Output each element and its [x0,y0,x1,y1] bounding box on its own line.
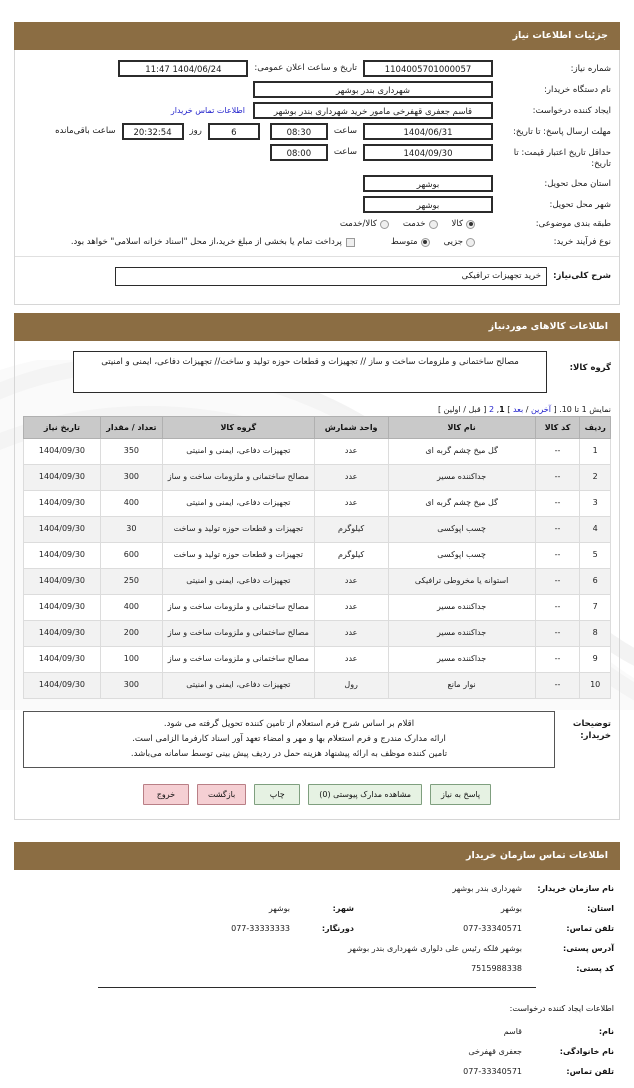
validity-time-label: ساعت [333,147,357,157]
row-creator-last-name [14,1047,620,1056]
row-creator-first-name [14,1027,620,1036]
buyer-notes-box [23,711,555,768]
remaining-days-unit: روز [189,126,202,136]
cell-need-date: 1404/09/30 [24,490,101,516]
cell-need-date: 1404/09/30 [24,542,101,568]
cell-group: تجهیزات و قطعات حوزه تولید و ساخت [162,516,314,542]
deadline-time-value: 08:30 [270,123,328,140]
col-header-need-date: تاریخ نیاز [24,416,101,438]
col-header-quantity: تعداد / مقدار [100,416,162,438]
cell-unit: کیلوگرم [314,542,388,568]
pagination-next-link[interactable]: بعد [512,404,524,414]
pagination-bracket: ] [507,404,511,414]
contact-info-panel [14,870,620,1088]
cell-unit: عدد [314,594,388,620]
cell-group: تجهیزات دفاعی، ایمنی و امنیتی [162,438,314,464]
creator-first-name-label: نام: [598,1026,614,1036]
cell-row-no: 7 [580,594,611,620]
cell-row-no: 5 [580,542,611,568]
cell-quantity: 250 [100,568,162,594]
cell-code: -- [535,594,580,620]
creator-section-title: اطلاعات ایجاد کننده درخواست: [509,1003,614,1013]
goods-table-header-row [24,416,611,438]
pagination-prev-link[interactable]: قبل [468,404,481,414]
pagination-sep: / [463,404,466,414]
cell-quantity: 30 [100,516,162,542]
row-buyer-org [15,81,619,98]
cell-code: -- [535,672,580,698]
cell-group: مصالح ساختمانی و ملزومات ساخت و ساز [162,594,314,620]
classification-option-label: خدمت [402,219,426,230]
cell-row-no: 6 [580,568,611,594]
row-contact-postcode [14,964,620,973]
row-classification [15,217,619,232]
cell-need-date: 1404/09/30 [24,438,101,464]
cell-unit: رول [314,672,388,698]
cell-name: جداکننده مسیر [388,646,535,672]
contact-province-value: بوشهر [500,903,522,913]
countdown-label: ساعت باقی‌مانده [55,126,116,136]
table-row [24,620,611,646]
goods-section-title: اطلاعات کالاهای موردنیاز [488,320,608,332]
goods-table [23,416,611,699]
cell-quantity: 600 [100,542,162,568]
cell-unit: عدد [314,620,388,646]
contact-section-title: اطلاعات تماس سازمان خریدار [465,849,608,861]
table-row [24,568,611,594]
cell-group: تجهیزات و قطعات حوزه تولید و ساخت [162,542,314,568]
table-row [24,646,611,672]
table-row [24,490,611,516]
treasury-bond-label: پرداخت تمام یا بخشی از مبلغ خرید،از محل "اسناد خزانه اسلامی" خواهد بود. [70,237,342,248]
need-details-form [15,50,619,304]
cell-code: -- [535,542,580,568]
city-label: شهر محل تحویل: [549,199,611,210]
goods-panel [14,341,620,820]
classification-option-label: کالا/خدمت [339,219,377,230]
process-option-jozei[interactable] [444,237,475,247]
goods-table-head [24,416,611,438]
validity-label: حداقل تاریخ اعتبار قیمت: تا تاریخ: [513,148,611,170]
section-header-goods [14,313,620,341]
cell-unit: عدد [314,464,388,490]
cell-group: تجهیزات دفاعی، ایمنی و امنیتی [162,568,314,594]
row-creator-phone [14,1067,620,1076]
contact-address-value: بوشهر فلکه رئیس علی دلواری شهرداری بندر بوشهر [348,943,522,953]
need-number-value: 1104005701000057 [363,60,493,77]
cell-need-date: 1404/09/30 [24,672,101,698]
cell-quantity: 200 [100,620,162,646]
goods-table-body [24,438,611,698]
remaining-days-value: 6 [208,123,260,140]
cell-unit: عدد [314,490,388,516]
row-delivery-city [15,196,619,213]
contact-fax-value: 077-33333333 [231,923,290,933]
deadline-time-label: ساعت [333,126,357,136]
col-header-code: کد کالا [535,416,580,438]
row-deadline [15,123,619,140]
cell-need-date: 1404/09/30 [24,594,101,620]
cell-need-date: 1404/09/30 [24,464,101,490]
row-need-summary [15,257,619,298]
table-row [24,594,611,620]
page-title: جزئیات اطلاعات نیاز [512,30,608,41]
contact-org-value: شهرداری بندر بوشهر [452,883,522,893]
contact-postcode-value: 7515988338 [471,963,522,973]
row-need-number [15,60,619,77]
cell-quantity: 350 [100,438,162,464]
radio-icon[interactable] [466,238,475,247]
creator-last-name-value: جعفری قهفرخی [468,1046,522,1056]
radio-icon[interactable] [380,220,389,229]
radio-icon[interactable] [466,220,475,229]
view-attachments-button[interactable]: مشاهده مدارک پیوستی (0) [308,784,422,805]
table-row [24,464,611,490]
cell-name: گل میخ چشم گربه ای [388,490,535,516]
province-label: استان محل تحویل: [544,178,611,189]
cell-code: -- [535,646,580,672]
creator-first-name-value: قاسم [503,1026,522,1036]
buyer-notes-label: توضیحات خریدار: [572,718,611,741]
row-goods-group [15,341,619,401]
pagination-sep: / [525,404,529,414]
col-header-group: گروه کالا [162,416,314,438]
pagination-page-1[interactable]: 1 [499,404,505,414]
cell-unit: عدد [314,438,388,464]
exit-button[interactable]: خروج [143,784,189,805]
contact-address-label: آدرس پستی: [563,943,614,953]
row-delivery-province [15,175,619,192]
pagination-comma: , [496,404,500,414]
creator-phone-value: 077-33340571 [463,1066,522,1076]
buyer-org-label: نام دستگاه خریدار: [544,85,611,95]
validity-time-value: 08:00 [270,144,328,161]
pagination-first-link[interactable]: اولین [443,404,461,414]
classification-option-kala-khedmat[interactable] [340,219,389,229]
summary-value: خرید تجهیزات ترافیکی [115,267,547,286]
deadline-date-value: 1404/06/31 [363,123,493,140]
contact-province-label: استان: [587,903,614,913]
radio-icon[interactable] [421,238,430,247]
row-price-validity [15,144,619,171]
table-row [24,672,611,698]
cell-unit: کیلوگرم [314,516,388,542]
pagination-bracket: ] [437,404,442,414]
cell-name: جداکننده مسیر [388,464,535,490]
cell-need-date: 1404/09/30 [24,568,101,594]
creator-last-name-label: نام خانوادگی: [559,1046,614,1056]
contact-org-label: نام سازمان خریدار: [537,883,614,893]
cell-code: -- [535,516,580,542]
contact-postcode-label: کد پستی: [576,963,614,973]
cell-row-no: 3 [580,490,611,516]
cell-code: -- [535,568,580,594]
cell-code: -- [535,438,580,464]
classification-option-kala[interactable] [452,219,475,229]
process-label: نوع فرآیند خرید: [553,236,611,247]
goods-group-value: مصالح ساختمانی و ملزومات ساخت و ساز // تجهیزات و قطعات حوزه تولید و ساخت// تجهیزات دفاعی، ایمنی و امنیتی [73,351,547,393]
contact-city-label: شهر: [332,903,354,913]
classification-option-label: کالا [451,219,463,230]
cell-row-no: 9 [580,646,611,672]
contact-divider [98,987,536,988]
need-details-panel [14,50,620,305]
table-row [24,542,611,568]
cell-row-no: 4 [580,516,611,542]
row-contact-province-city [14,904,620,913]
cell-need-date: 1404/09/30 [24,620,101,646]
cell-row-no: 10 [580,672,611,698]
col-header-row: ردیف [580,416,611,438]
print-button[interactable]: چاپ [254,784,300,805]
cell-name: گل میخ چشم گربه ای [388,438,535,464]
pagination-last-link[interactable]: آخرین [531,404,551,414]
buyer-notes-line-2: ارائه مدارک مندرج و فرم استعلام بها و مهر و امضاء تعهد آور اسناد کارفرما الزامی است. [132,733,446,744]
city-value: بوشهر [363,196,493,213]
summary-label: شرح کلی‌نیاز: [553,271,611,282]
deadline-label: مهلت ارسال پاسخ: تا تاریخ: [513,127,611,137]
radio-icon[interactable] [429,220,438,229]
cell-row-no: 8 [580,620,611,646]
cell-name: جداکننده مسیر [388,594,535,620]
need-number-label: شماره نیاز: [570,64,611,74]
table-row [24,438,611,464]
cell-group: مصالح ساختمانی و ملزومات ساخت و ساز [162,646,314,672]
treasury-bond-checkbox[interactable] [71,237,355,247]
contact-fax-label: دورنگار: [321,923,354,933]
section-header-need-details [14,22,620,50]
cell-code: -- [535,620,580,646]
pagination-prefix: نمایش 1 تا 10. [559,404,611,414]
cell-group: مصالح ساختمانی و ملزومات ساخت و ساز [162,620,314,646]
cell-need-date: 1404/09/30 [24,516,101,542]
back-button[interactable]: بازگشت [197,784,246,805]
validity-date-value: 1404/09/30 [363,144,493,161]
announce-label: تاریخ و ساعت اعلان عمومی: [254,63,357,73]
pagination [15,401,619,416]
contact-phone-label: تلفن تماس: [566,923,614,933]
contact-phone-value: 077-33340571 [463,923,522,933]
cell-row-no: 2 [580,464,611,490]
action-button-bar [15,778,619,819]
cell-name: جداکننده مسیر [388,620,535,646]
cell-quantity: 100 [100,646,162,672]
cell-group: مصالح ساختمانی و ملزومات ساخت و ساز [162,464,314,490]
cell-name: استوانه یا مخروطی ترافیکی [388,568,535,594]
buyer-notes [15,705,619,778]
row-contact-org [14,884,620,893]
row-creator [15,102,619,119]
cell-name: چسب اپوکسی [388,542,535,568]
cell-code: -- [535,464,580,490]
pagination-bracket: [ [553,404,557,414]
row-purchase-process [15,235,619,250]
buyer-org-value: شهرداری بندر بوشهر [253,81,493,98]
announce-value: 1404/06/24 11:47 [118,60,248,77]
col-header-name: نام کالا [388,416,535,438]
creator-phone-label: تلفن تماس: [566,1066,614,1076]
pagination-page-2[interactable]: 2 [488,404,495,414]
countdown-value: 20:32:54 [122,123,184,140]
cell-need-date: 1404/09/30 [24,646,101,672]
contact-city-value: بوشهر [268,903,290,913]
col-header-unit: واحد شمارش [314,416,388,438]
buyer-notes-line-3: تامین کننده موظف به ارائه پیشنهاد هزینه حمل در ردیف پیش بینی توسط سامانه می‌باشد. [130,748,448,759]
cell-quantity: 400 [100,490,162,516]
checkbox-icon[interactable] [346,238,355,247]
row-contact-address [14,944,620,953]
pagination-bracket: [ [483,404,487,414]
cell-unit: عدد [314,646,388,672]
goods-group-label: گروه کالا: [569,362,611,373]
row-contact-phone-fax [14,924,620,933]
cell-unit: عدد [314,568,388,594]
classification-option-khedmat[interactable] [403,219,438,229]
process-option-label: متوسط [390,237,418,248]
province-value: بوشهر [363,175,493,192]
buyer-contact-link[interactable]: اطلاعات تماس خریدار [170,106,245,115]
buyer-notes-line-1: اقلام بر اساس شرح فرم استعلام از تامین کننده تحویل گرفته می شود. [163,718,415,729]
cell-name: چسب اپوکسی [388,516,535,542]
cell-quantity: 300 [100,464,162,490]
cell-quantity: 300 [100,672,162,698]
respond-to-need-button[interactable]: پاسخ به نیاز [430,784,491,805]
classification-label: طبقه بندی موضوعی: [535,218,611,229]
creator-label: ایجاد کننده درخواست: [532,106,611,116]
cell-group: تجهیزات دفاعی، ایمنی و امنیتی [162,490,314,516]
cell-group: تجهیزات دفاعی، ایمنی و امنیتی [162,672,314,698]
creator-value: قاسم جعفری قهفرخی مامور خرید شهرداری بندر بوشهر [253,102,493,119]
cell-name: نوار مانع [388,672,535,698]
cell-code: -- [535,490,580,516]
process-option-motevaset[interactable] [391,237,430,247]
cell-row-no: 1 [580,438,611,464]
section-header-contact [14,842,620,870]
table-row [24,516,611,542]
cell-quantity: 400 [100,594,162,620]
process-option-label: جزیی [443,237,463,248]
